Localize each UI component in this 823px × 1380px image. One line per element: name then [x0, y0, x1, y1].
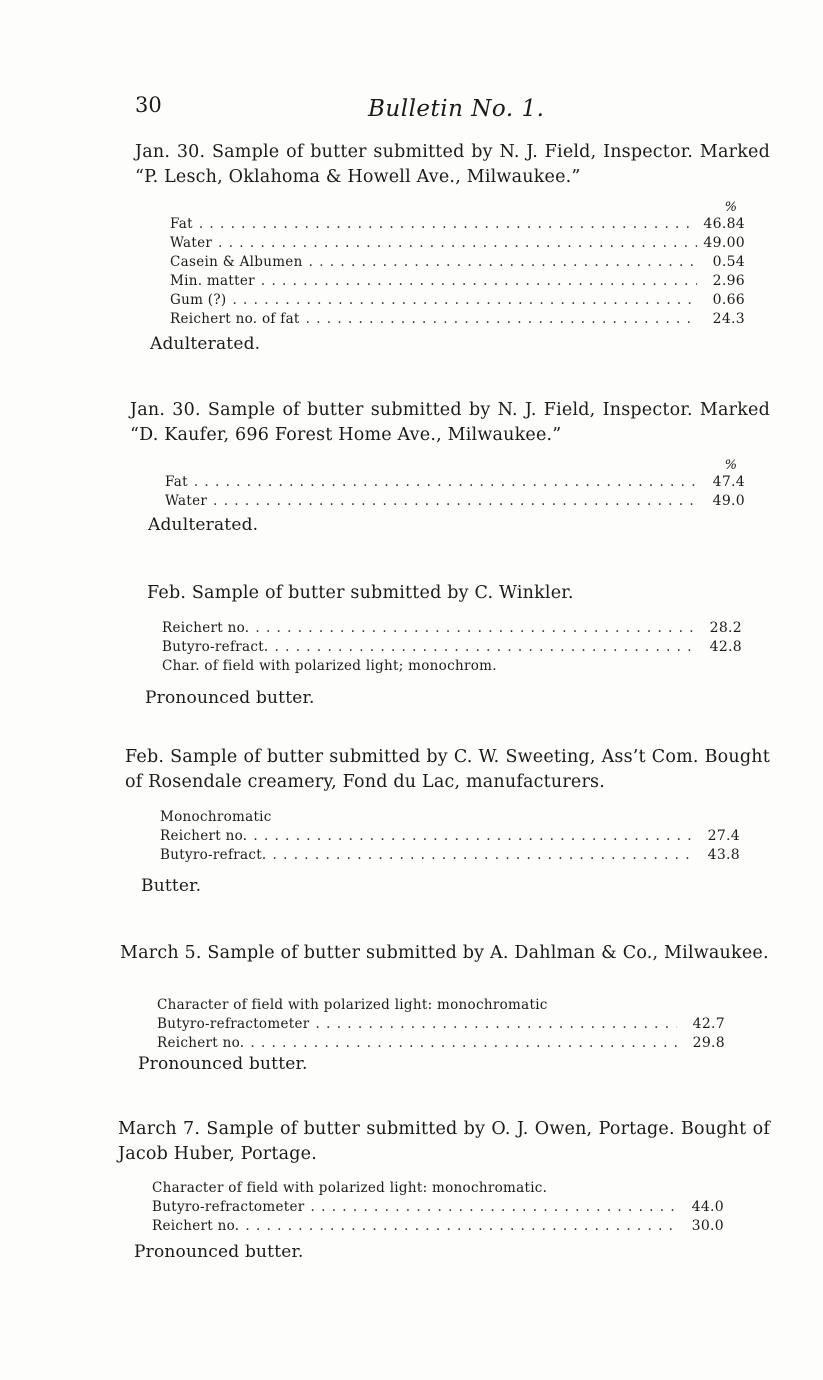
- analysis-label: Reichert no.: [160, 828, 248, 844]
- analysis-row: [160, 808, 740, 827]
- analysis-row: [157, 1015, 725, 1034]
- dot-leader: [199, 215, 697, 234]
- entry-intro: Feb. Sample of butter submitted by C. Winkler.: [147, 583, 574, 603]
- analysis-value: 43.8: [707, 847, 740, 863]
- analysis-row: [170, 234, 745, 253]
- analysis-label: Reichert no.: [157, 1035, 245, 1051]
- analysis-row: [162, 619, 742, 638]
- analysis-label: Reichert no.: [162, 620, 250, 636]
- percent-unit-header: %: [724, 458, 737, 473]
- analysis-label: Reichert no. of fat: [170, 311, 300, 327]
- dot-leader: [194, 473, 697, 492]
- entry-intro: March 5. Sample of butter submitted by A. Dahlman & Co., Milwaukee.: [120, 943, 769, 963]
- analysis-value: 46.84: [703, 216, 745, 232]
- analysis-row: [157, 996, 725, 1015]
- verdict: Butter.: [141, 876, 202, 896]
- analysis-row: [162, 638, 742, 657]
- analysis-value: 29.8: [692, 1035, 725, 1051]
- verdict: Adulterated.: [150, 334, 261, 354]
- verdict: Adulterated.: [148, 515, 259, 535]
- percent-unit-header: %: [724, 200, 737, 215]
- analysis-value: 49.0: [712, 493, 745, 509]
- dot-leader: [261, 272, 697, 291]
- analysis-value: 24.3: [712, 311, 745, 327]
- verdict: Pronounced butter.: [134, 1242, 304, 1262]
- entry-intro: Jan. 30. Sample of butter submitted by N. J. Field, Inspector. Marked “P. Lesch, Oklahoma & Howell Ave., Milwaukee.”: [135, 142, 770, 187]
- analysis-value: 27.4: [707, 828, 740, 844]
- analysis-row: [160, 827, 740, 846]
- analysis-table: [157, 996, 725, 1053]
- analysis-value: 49.00: [703, 235, 745, 251]
- analysis-label: Casein & Albumen: [170, 254, 303, 270]
- analysis-table: [152, 1179, 724, 1236]
- dot-leader: [309, 253, 697, 272]
- dot-leader: [273, 846, 692, 865]
- analysis-value: 47.4: [712, 474, 745, 490]
- analysis-row: [157, 1034, 725, 1053]
- analysis-label: Butyro-refractometer: [152, 1199, 305, 1215]
- dot-leader: [311, 1198, 676, 1217]
- analysis-row: [170, 310, 745, 329]
- analysis-row: [152, 1217, 724, 1236]
- analysis-table: [160, 808, 740, 865]
- analysis-value: 0.54: [712, 254, 745, 270]
- analysis-label: Fat: [165, 474, 188, 490]
- analysis-row: [160, 846, 740, 865]
- analysis-row: [170, 253, 745, 272]
- analysis-row: [170, 291, 745, 310]
- analysis-table: [162, 619, 742, 676]
- analysis-row: [165, 473, 745, 492]
- dot-leader: [218, 234, 697, 253]
- analysis-label: Water: [170, 235, 213, 251]
- analysis-value: 44.0: [691, 1199, 724, 1215]
- dot-leader: [245, 1217, 676, 1236]
- entry-intro: March 7. Sample of butter submitted by O. J. Owen, Portage. Bought of Jacob Huber, Portage.: [118, 1119, 770, 1164]
- analysis-label: Character of field with polarized light: monochromatic: [157, 997, 548, 1013]
- analysis-label: Min. matter: [170, 273, 255, 289]
- analysis-label: Gum (?): [170, 292, 227, 308]
- analysis-label: Butyro-refract.: [160, 847, 267, 863]
- dot-leader: [253, 827, 692, 846]
- analysis-label: Reichert no.: [152, 1218, 240, 1234]
- analysis-value: 30.0: [691, 1218, 724, 1234]
- analysis-value: 0.66: [712, 292, 745, 308]
- analysis-row: [162, 657, 742, 676]
- entry-intro: Jan. 30. Sample of butter submitted by N. J. Field, Inspector. Marked “D. Kaufer, 696 Forest Home Ave., Milwaukee.”: [130, 400, 770, 445]
- analysis-label: Char. of field with polarized light; monochrom.: [162, 658, 497, 674]
- verdict: Pronounced butter.: [138, 1054, 308, 1074]
- analysis-value: 2.96: [712, 273, 745, 289]
- verdict: Pronounced butter.: [145, 688, 315, 708]
- analysis-label: Character of field with polarized light: monochromatic.: [152, 1180, 548, 1196]
- dot-leader: [275, 638, 694, 657]
- entry-intro: Feb. Sample of butter submitted by C. W. Sweeting, Ass’t Com. Bought of Rosendale creamery, Fond du Lac, manufacturers.: [125, 747, 770, 792]
- analysis-label: Fat: [170, 216, 193, 232]
- analysis-value: 42.8: [709, 639, 742, 655]
- analysis-label: Butyro-refractometer: [157, 1016, 310, 1032]
- analysis-value: 28.2: [709, 620, 742, 636]
- dot-leader: [316, 1015, 677, 1034]
- analysis-table: [170, 200, 745, 329]
- analysis-label: Water: [165, 493, 208, 509]
- analysis-row: [165, 492, 745, 511]
- dot-leader: [306, 310, 697, 329]
- dot-leader: [255, 619, 694, 638]
- analysis-label: Butyro-refract.: [162, 639, 269, 655]
- analysis-row: [152, 1198, 724, 1217]
- analysis-row: [170, 215, 745, 234]
- running-head: Bulletin No. 1.: [368, 96, 545, 122]
- dot-leader: [213, 492, 697, 511]
- dot-leader: [250, 1034, 677, 1053]
- analysis-row: [152, 1179, 724, 1198]
- analysis-label: Monochromatic: [160, 809, 272, 825]
- analysis-row: [170, 272, 745, 291]
- dot-leader: [232, 291, 697, 310]
- analysis-table: [165, 458, 745, 511]
- analysis-value: 42.7: [692, 1016, 725, 1032]
- page-number: 30: [135, 93, 162, 117]
